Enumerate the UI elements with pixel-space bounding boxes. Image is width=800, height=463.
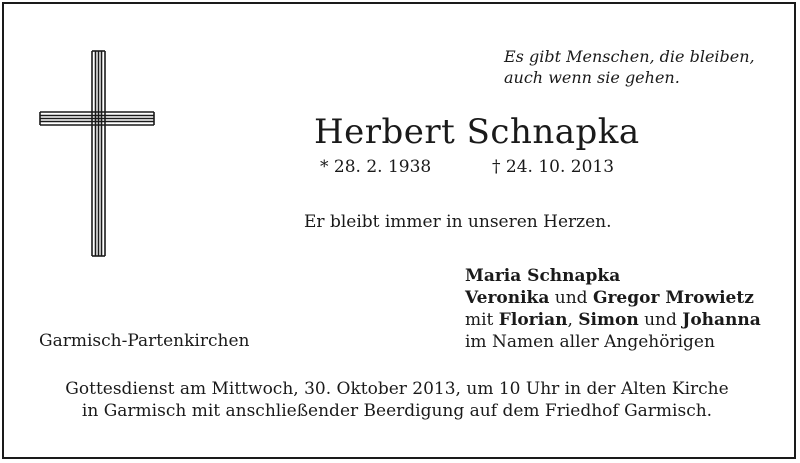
family-line-1 — [465, 265, 761, 287]
place: Garmisch-Partenkirchen — [39, 331, 250, 351]
cross-icon — [39, 50, 155, 257]
family-line-4: im Namen aller Angehörigen — [465, 332, 715, 352]
family-connector: und — [638, 310, 683, 330]
family-line-3 — [465, 309, 761, 331]
family-signatures — [465, 265, 761, 353]
service-info — [4, 378, 790, 422]
service-line-2: in Garmisch mit anschließender Beerdigung auf dem Friedhof Garmisch. — [81, 401, 713, 421]
family-name-maria: Maria Schnapka — [465, 266, 621, 286]
family-name-gregor: Gregor Mrowietz — [592, 288, 754, 308]
family-name-florian: Florian — [498, 310, 568, 330]
birth-date: * 28. 2. 1938 — [320, 157, 432, 177]
family-connector: , — [567, 310, 579, 330]
family-name-johanna: Johanna — [682, 310, 761, 330]
family-name-simon: Simon — [578, 310, 639, 330]
family-connector: mit — [465, 310, 499, 330]
quote — [504, 46, 755, 88]
service-line-1: Gottesdienst am Mittwoch, 30. Oktober 2013, um 10 Uhr in der Alten Kirche — [65, 379, 729, 399]
family-line-2 — [465, 287, 761, 309]
memory-line: Er bleibt immer in unseren Herzen. — [304, 212, 612, 232]
deceased-name: Herbert Schnapka — [314, 112, 640, 152]
family-connector: und — [549, 288, 593, 308]
quote-line-1: Es gibt Menschen, die bleiben, — [504, 47, 755, 66]
quote-line-2: auch wenn sie gehen. — [504, 68, 680, 87]
family-name-veronika: Veronika — [465, 288, 550, 308]
death-date: † 24. 10. 2013 — [492, 157, 615, 177]
obituary-notice — [2, 2, 796, 459]
